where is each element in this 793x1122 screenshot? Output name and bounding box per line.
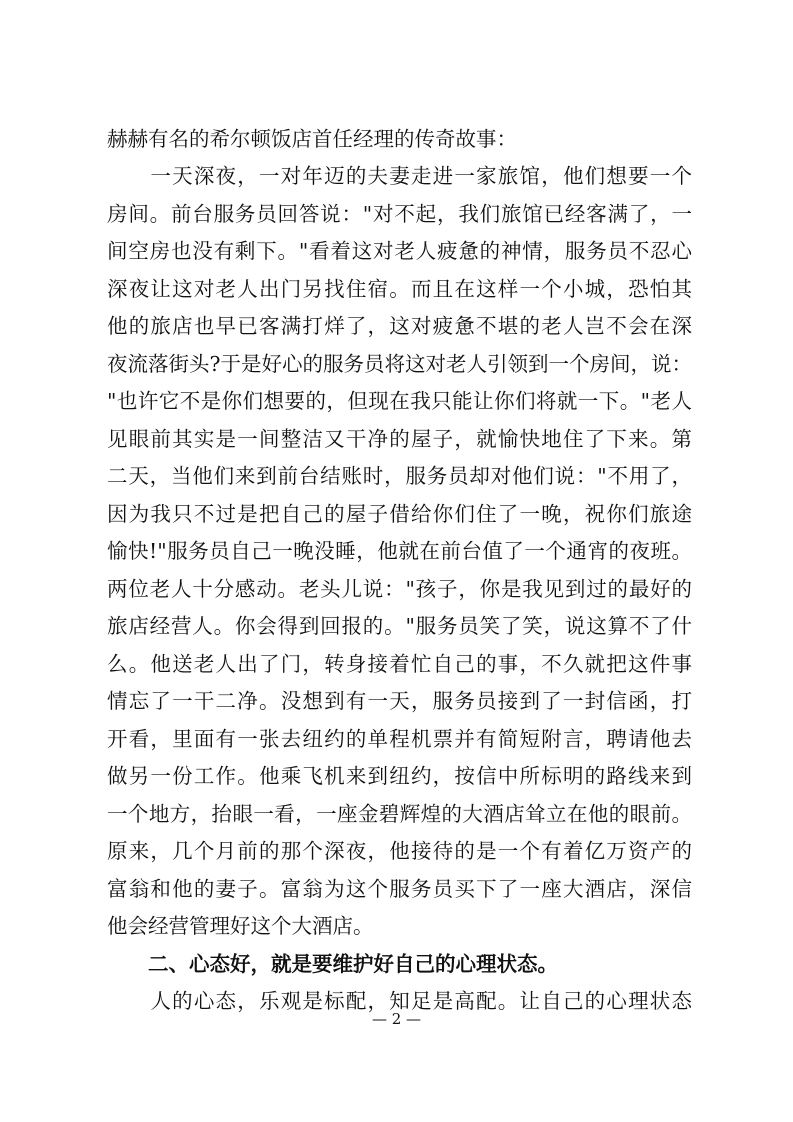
text-line: 么。他送老人出了门，转身接着忙自己的事，不久就把这件事	[107, 652, 692, 676]
text-line: 房间。前台服务员回答说："对不起，我们旅馆已经客满了，一	[107, 202, 692, 226]
text-line: 赫赫有名的希尔顿饭店首任经理的传奇故事：	[107, 127, 517, 151]
section-heading: 二、心态好，就是要维护好自己的心理状态。	[107, 952, 558, 976]
text-line: 开看，里面有一张去纽约的单程机票并有简短附言，聘请他去	[107, 727, 692, 751]
text-line: 他会经营管理好这个大酒店。	[107, 914, 374, 938]
text-line: 原来，几个月前的那个深夜，他接待的是一个有着亿万资产的	[107, 839, 692, 863]
text-line: 夜流落街头?于是好心的服务员将这对老人引领到一个房间，说：	[107, 352, 692, 376]
text-line: "也许它不是你们想要的，但现在我只能让你们将就一下。"老人	[107, 389, 692, 413]
text-line: 旅店经营人。你会得到回报的。"服务员笑了笑，说这算不了什	[107, 614, 692, 638]
text-line: 间空房也没有剩下。"看着这对老人疲惫的神情，服务员不忍心	[107, 239, 692, 263]
text-line: 做另一份工作。他乘飞机来到纽约，按信中所标明的路线来到	[107, 764, 692, 788]
text-line: 人的心态，乐观是标配，知足是高配。让自己的心理状态	[107, 989, 692, 1013]
text-line: 因为我只不过是把自己的屋子借给你们住了一晚，祝你们旅途	[107, 502, 692, 526]
text-line: 愉快!"服务员自己一晚没睡，他就在前台值了一个通宵的夜班。	[107, 539, 692, 563]
page-number: — 2 —	[371, 1010, 422, 1028]
text-line: 情忘了一干二净。没想到有一天，服务员接到了一封信函，打	[107, 689, 692, 713]
text-line: 一个地方，抬眼一看，一座金碧辉煌的大酒店耸立在他的眼前。	[107, 802, 692, 826]
text-line: 一天深夜，一对年迈的夫妻走进一家旅馆，他们想要一个	[107, 164, 692, 188]
text-line: 深夜让这对老人出门另找住宿。而且在这样一个小城，恐怕其	[107, 277, 692, 301]
text-line: 他的旅店也早已客满打烊了，这对疲惫不堪的老人岂不会在深	[107, 314, 692, 338]
text-line: 富翁和他的妻子。富翁为这个服务员买下了一座大酒店，深信	[107, 877, 692, 901]
text-line: 二天，当他们来到前台结账时，服务员却对他们说："不用了，	[107, 464, 692, 488]
text-line: 见眼前其实是一间整洁又干净的屋子，就愉快地住了下来。第	[107, 427, 692, 451]
text-line: 两位老人十分感动。老头儿说："孩子，你是我见到过的最好的	[107, 577, 692, 601]
